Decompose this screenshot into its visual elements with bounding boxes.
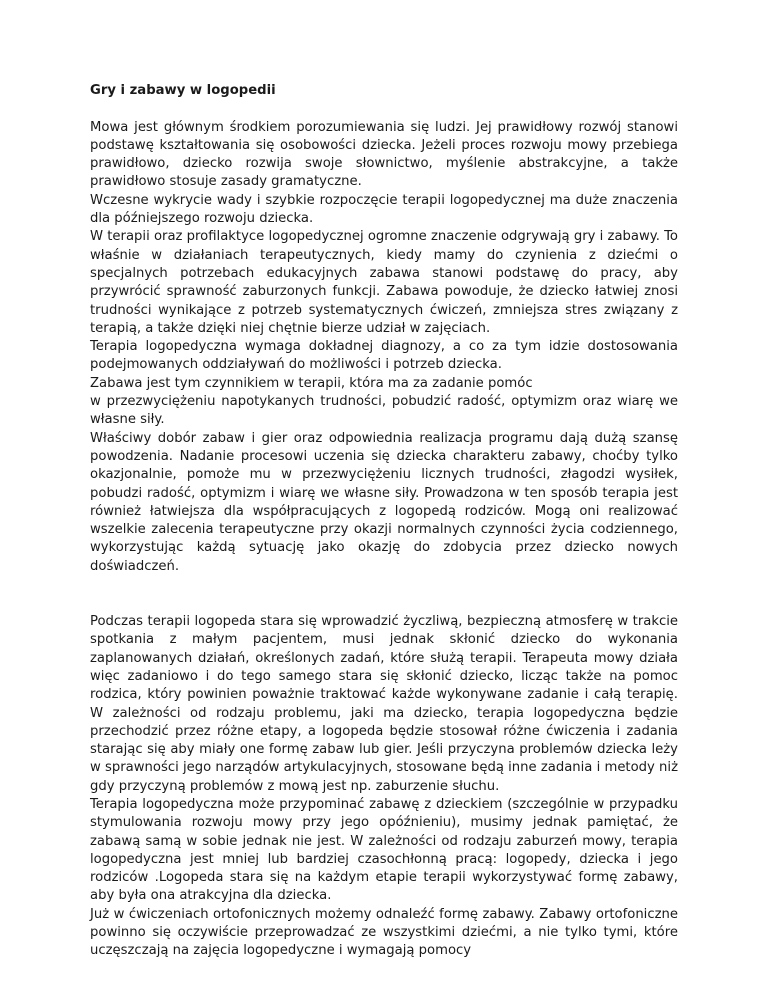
- paragraph-6: w przezwyciężeniu napotykanych trudności, pobudzić radość, optymizm oraz wiarę we własne siły.: [90, 394, 678, 428]
- paragraph-10: Już w ćwiczeniach ortofonicznych możemy odnaleźć formę zabawy. Zabawy ortofoniczne powinno się oczywiście przeprowadzać ze wszystkimi dziećmi, a nie tylko tymi, które uczęszczają na zajęcia logopedyczne i wymagają pomocy: [90, 906, 678, 959]
- paragraph-3: W terapii oraz profilaktyce logopedycznej ogromne znaczenie odgrywają gry i zabawy. To właśnie w działaniach terapeutycznych, kiedy mamy do czynienia z dziećmi o specjalnych potrzebach edukacyjnych zabawa stanowi podstawę do pracy, aby przywrócić sprawność zaburzonych funkcji. Zabawa powoduje, że dziecko łatwiej znosi trudności wynikające z potrzeb systematycznych ćwiczeń, zmniejsza stres związany z terapią, a także dzięki niej chętnie bierze udział w zajęciach.: [90, 229, 678, 336]
- document-page: [90, 82, 678, 961]
- paragraph-5: Zabawa jest tym czynnikiem w terapii, która ma za zadanie pomóc: [90, 375, 533, 391]
- paragraph-8: Podczas terapii logopeda stara się wprowadzić życzliwą, bezpieczną atmosferę w trakcie spotkania z małym pacjentem, musi jednak skłonić dziecko do wykonania zaplanowanych działań, określonych zadań, które służą terapii. Terapeuta mowy działa więc zadaniowo i do tego samego stara się skłonić dziecko, licząc także na pomoc rodzica, który powinien poważnie traktować każde wykonywane zadanie i całą terapię. W zależności od rodzaju problemu, jaki ma dziecko, terapia logopedyczna będzie przechodzić przez różne etapy, a logopeda będzie stosował różne ćwiczenia i zadania starając się aby miały one formę zabaw lub gier. Jeśli przyczyna problemów dziecka leży w sprawności jego narządów artykulacyjnych, stosowane będą inne zadania i metody niż gdy przyczyną problemów z mową jest np. zaburzenie słuchu.: [90, 614, 678, 794]
- document-title: Gry i zabawy w logopedii: [90, 83, 276, 98]
- paragraph-7: Właściwy dobór zabaw i gier oraz odpowiednia realizacja programu dają dużą szansę powodzenia. Nadanie procesowi uczenia się dziecka charakteru zabawy, choćby tylko okazjonalnie, pomoże mu w przezwyciężeniu licznych trudności, złagodzi wysiłek, pobudzi radość, optymizm i wiarę we własne siły. Prowadzona w ten sposób terapia jest również łatwiejsza dla współpracujących z logopedą rodziców. Mogą oni realizować wszelkie zalecenia terapeutyczne przy okazji normalnych czynności życia codziennego, wykorzystując każdą sytuację jako okazję do zdobycia przez dziecko nowych doświadczeń.: [90, 430, 678, 574]
- paragraph-9: Terapia logopedyczna może przypominać zabawę z dzieckiem (szczególnie w przypadku stymulowania rozwoju mowy przy jego opóźnieniu), musimy jednak pamiętać, że zabawą samą w sobie jednak nie jest. W zależności od rodzaju zaburzeń mowy, terapia logopedyczna jest mniej lub bardziej czasochłonną pracą: logopedy, dziecka i jego rodziców .Logopeda stara się na każdym etapie terapii wykorzystywać formę zabawy, aby była ona atrakcyjna dla dziecka.: [90, 796, 678, 904]
- paragraph-2: Wczesne wykrycie wady i szybkie rozpoczęcie terapii logopedycznej ma duże znaczenia dla późniejszego rozwoju dziecka.: [90, 192, 678, 227]
- paragraph-4: Terapia logopedyczna wymaga dokładnej diagnozy, a co za tym idzie dostosowania podejmowanych oddziaływań do możliwości i potrzeb dziecka.: [90, 339, 678, 373]
- paragraph-1: Mowa jest głównym środkiem porozumiewania się ludzi. Jej prawidłowy rozwój stanowi podstawę kształtowania się osobowości dziecka. Jeżeli proces rozwoju mowy przebiega prawidłowo, dziecko rozwija swoje słownictwo, myślenie abstrakcyjne, a także prawidłowo stosuje zasady gramatyczne.: [90, 119, 678, 190]
- section-spacer: [90, 576, 678, 613]
